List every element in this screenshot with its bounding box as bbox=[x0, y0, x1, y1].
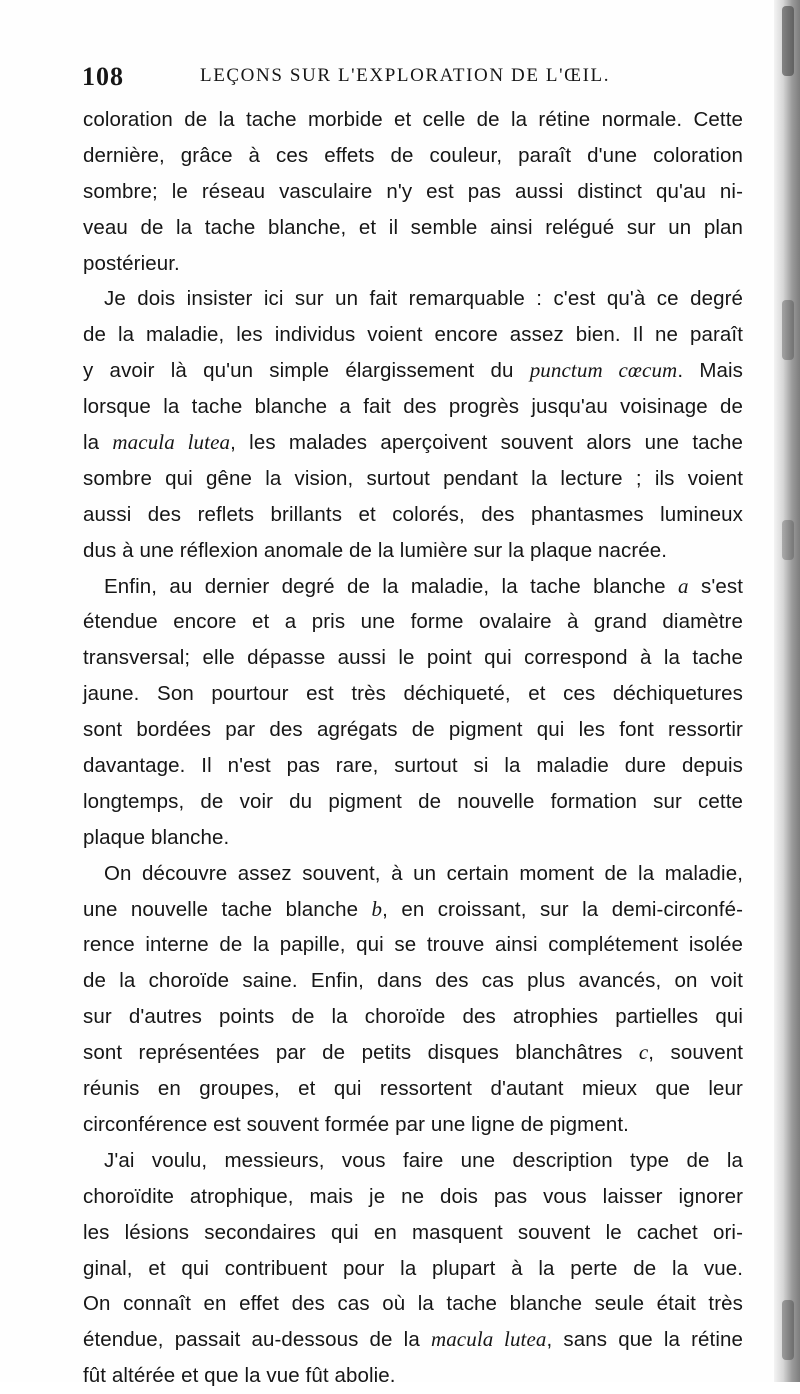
text-line: sombre; le réseau vasculaire n'y est pas aussi distinct qu'au ni- bbox=[83, 179, 743, 203]
figure-letter: a bbox=[678, 573, 689, 598]
text-line: de la maladie, les individus voient encore assez bien. Il ne paraît bbox=[83, 323, 743, 347]
text-line: Enfin, au dernier degré de la maladie, la tache blanche a s'est bbox=[104, 573, 743, 598]
text-line: J'ai voulu, messieurs, vous faire une description type de la bbox=[104, 1148, 743, 1172]
text-line: veau de la tache blanche, et il semble ainsi relégué sur un plan bbox=[83, 215, 743, 239]
text-line: étendue encore et a pris une forme ovalaire à grand diamètre bbox=[83, 610, 743, 634]
text-line: coloration de la tache morbide et celle de la rétine normale. Cette bbox=[83, 108, 743, 131]
edge-smudge bbox=[782, 300, 794, 360]
figure-letter: b bbox=[371, 896, 383, 921]
text-line: y avoir là qu'un simple élargissement du punctum cœcum. Mais bbox=[83, 358, 744, 383]
text-line: dus à une réflexion anomale de la lumière sur la plaque nacrée. bbox=[83, 538, 668, 562]
figure-letter: c bbox=[638, 1040, 649, 1065]
page-edge-shadow bbox=[774, 0, 800, 1382]
text-line: transversal; elle dépasse aussi le point qui correspond à la tache bbox=[83, 646, 743, 670]
running-head bbox=[82, 62, 742, 96]
text-line: postérieur. bbox=[83, 251, 180, 275]
text-line: davantage. Il n'est pas rare, surtout si la maladie dure depuis bbox=[83, 754, 743, 778]
text-line: On découvre assez souvent, à un certain moment de la maladie, bbox=[104, 861, 743, 885]
text-line: plaque blanche. bbox=[83, 825, 230, 849]
edge-smudge bbox=[782, 6, 794, 76]
text-line: rence interne de la papille, qui se trouve ainsi complétement isolée bbox=[83, 933, 743, 957]
text-line: la macula lutea, les malades aperçoivent souvent alors une tache bbox=[83, 430, 743, 455]
text-line: jaune. Son pourtour est très déchiqueté, et ces déchiquetures bbox=[83, 682, 743, 706]
text-line: fût altérée et que la vue fût abolie. bbox=[83, 1364, 396, 1388]
text-line: étendue, passait au-dessous de la macula lutea, sans que la rétine bbox=[83, 1327, 743, 1352]
text-line: sont représentées par de petits disques blanchâtres c, souvent bbox=[83, 1040, 744, 1065]
page-number: 108 bbox=[82, 62, 124, 91]
text-line: sombre qui gêne la vision, surtout pendant la lecture ; ils voient bbox=[83, 466, 743, 490]
text-line: dernière, grâce à ces effets de couleur, paraît d'une coloration bbox=[83, 143, 743, 167]
text-line: de la choroïde saine. Enfin, dans des cas plus avancés, on voit bbox=[83, 969, 743, 993]
text-line: les lésions secondaires qui en masquent souvent le cachet ori- bbox=[83, 1220, 743, 1244]
text-line: ginal, et qui contribuent pour la plupart à la perte de la vue. bbox=[83, 1256, 743, 1280]
edge-smudge bbox=[782, 520, 794, 560]
text-line: sont bordées par des agrégats de pigment qui les font ressortir bbox=[83, 718, 743, 742]
italic-term: punctum cœcum bbox=[529, 358, 678, 383]
text-line: sur d'autres points de la choroïde des atrophies partielles qui bbox=[83, 1005, 743, 1029]
text-line: Je dois insister ici sur un fait remarquable : c'est qu'à ce degré bbox=[104, 287, 743, 311]
text-line: une nouvelle tache blanche b, en croissant, sur la demi-circonfé- bbox=[83, 896, 743, 921]
text-line: circonférence est souvent formée par une ligne de pigment. bbox=[83, 1112, 629, 1136]
text-line: choroïdite atrophique, mais je ne dois pas vous laisser ignorer bbox=[83, 1184, 743, 1208]
text-line: aussi des reflets brillants et colorés, des phantasmes lumineux bbox=[83, 502, 743, 526]
body-text bbox=[83, 102, 743, 1394]
text-line: On connaît en effet des cas où la tache blanche seule était très bbox=[83, 1292, 743, 1316]
text-line: longtemps, de voir du pigment de nouvelle formation sur cette bbox=[83, 789, 743, 813]
edge-smudge bbox=[782, 1300, 794, 1360]
italic-term: macula lutea bbox=[430, 1327, 547, 1352]
running-title: LEÇONS SUR L'EXPLORATION DE L'ŒIL. bbox=[200, 65, 611, 86]
italic-term: macula lutea bbox=[112, 430, 231, 455]
text-line: lorsque la tache blanche a fait des progrès jusqu'au voisinage de bbox=[83, 395, 743, 419]
text-line: réunis en groupes, et qui ressortent d'autant mieux que leur bbox=[83, 1077, 743, 1101]
